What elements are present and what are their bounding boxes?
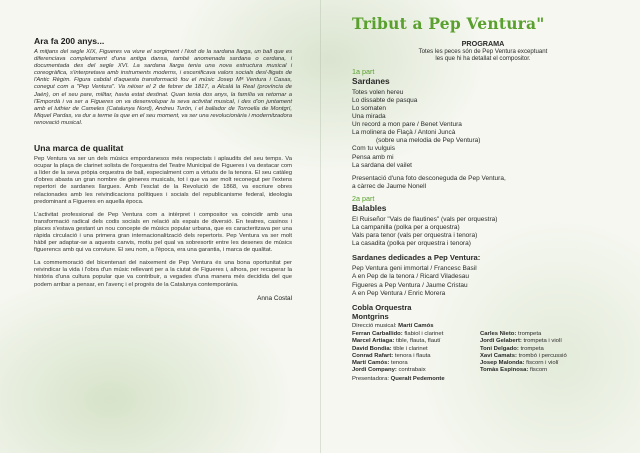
- musician-role: tenora: [389, 360, 408, 367]
- list-item: Vals para tenor (vals per orquestra i tenora): [352, 232, 478, 240]
- list-item: Lo dissabte de pasqua: [352, 96, 418, 104]
- presenter-label: Presentadora:: [352, 375, 390, 382]
- list-item: La sardana del vailet: [352, 161, 412, 169]
- quality-paragraph-3: La commemoració del bicentenari del naixement de Pep Ventura és una bona oportunitat per reivindicar la vida i l'obra d'un músic rellevant per a la ciutat de Figueres i, alhora, per recuperar la història d'una cultura popular que va contribuir, a vegades d'una manera més decidida del que podem arribar a pensar, en l'avenç i el progrés de la Catalunya contemporània.: [34, 260, 292, 288]
- list-item: Un record a mon pare / Benet Ventura: [352, 121, 462, 129]
- list-item: La molinera de Flaçà / Antoni Juncà: [352, 129, 456, 137]
- presenter-line: [352, 376, 614, 383]
- section-heading-marca-qualitat: Una marca de qualitat: [34, 143, 124, 154]
- page-fold: [320, 0, 321, 453]
- history-paragraph: A mitjans del segle XIX, Figueres va viure el sorgiment i l'èxit de la sardana llarga, un ball que es diferenciava completament d'una antiga dansa, també anomenada sardana o cerdana, i documentada des del segle XVI. La sardana llarga tenia una nova estructura musical i coreogràfica, s'interpretava amb instruments moderns, i escenificava valors socials desl·lligats de l'Antic Règim. Figura cabdal d'aquesta transformació fou el músic Josep Mª Ventura i Casas, conegut com a "Pep Ventura". Va néixer el 2 de febrer de 1817, a Alcalá la Real (província de Jaén), on el seu pare, militar, havia estat destinat. Quan tenia dos anys, la família va retornar a l'Empordà i va ser a Figueres on va desenvolupar la seva activitat musical, i des d'on juntament amb el luthier de Cameles (Catalunya Nord), Andreu Turón, i el ballador de Torroella de Montgrí, Miquel Pardas, va dur a terme la que en el seu moment, va ser una revolucionària i modernitzadora renovació musical.: [34, 49, 292, 126]
- part-heading-sardanes: Sardanes: [352, 75, 390, 86]
- director-line: [352, 323, 614, 330]
- list-item: Pep Ventura geni immortal / Francesc Basil: [352, 265, 477, 273]
- musician-role: fiscorn: [528, 367, 548, 374]
- musician-row: [480, 338, 610, 345]
- musician-name: Marcel Artiaga:: [352, 338, 395, 345]
- part-label: 2a part: [352, 193, 375, 203]
- cobla-heading: [352, 303, 614, 321]
- programa-heading: PROGRAMA: [461, 39, 505, 48]
- dedicated-list: [352, 265, 614, 297]
- musician-name: Martí Camós:: [352, 360, 390, 367]
- cobla-heading-line: Cobla Orquestra: [352, 302, 412, 312]
- photo-note: Presentació d'una foto desconeguda de Pep Ventura,: [352, 174, 506, 182]
- section-heading-200-anys: Ara fa 200 anys...: [34, 36, 105, 46]
- part-label: 1a part: [352, 66, 375, 76]
- list-item: Totes volen hereu: [352, 88, 404, 96]
- musician-role: trompeta i violí: [521, 338, 562, 345]
- musician-row: [480, 331, 610, 338]
- musician-name: Carles Nieto:: [480, 330, 517, 337]
- musician-row: [352, 338, 480, 345]
- musician-role: tible i clarinet: [391, 345, 428, 352]
- musician-row: [480, 360, 610, 367]
- intro-line: les que hi ha detallat el compositor.: [435, 55, 531, 63]
- list-item-note: (sobre una melodia de Pep Ventura): [376, 137, 481, 145]
- list-item: Lo somaten: [352, 105, 386, 112]
- musician-row: [352, 360, 480, 367]
- list-item: Figueres a Pep Ventura / Jaume Cristau: [352, 281, 468, 289]
- list-item: Com tu vulguis: [352, 145, 395, 153]
- quality-paragraph-2: L'activitat professional de Pep Ventura com a intèrpret i compositor va coincidir amb una transformació radical dels codis socials en relació als espais de diversió. En teatres, casinos i places s'estava gestant un nou concepte de músics popular urbana, que es caracteritzava per una ràpida circulació i una primera gran internacionalització dels repertoris. Pep Ventura va ser molt hàbil per adaptar-se a aquests canvis, motiu pel qual va sobresortir entre les desenes de músics figuerencs amb qui va conviure. El seu nom, a l'època, era una garantia, i marca de qualitat.: [34, 211, 292, 254]
- list-item: La campanilla (polka per a orquestra): [352, 224, 460, 232]
- list-item: A en Pep de la tenora / Ricard Viladesau: [352, 273, 469, 281]
- author-signature: Anna Costal: [257, 294, 292, 302]
- musician-role: fiscorn i violí: [524, 360, 559, 367]
- programa-intro: [352, 48, 614, 63]
- photo-note: a càrrec de Jaume Nonell: [352, 182, 427, 190]
- right-page: [352, 14, 614, 383]
- list-item: A en Pep Ventura / Enric Morera: [352, 289, 446, 297]
- balables-list: [352, 216, 614, 248]
- musician-row: [480, 353, 610, 360]
- presenter-name: Queralt Pedemonte: [390, 375, 445, 382]
- musician-row: [352, 346, 480, 353]
- list-item: La casadita (polka per orquestra i tenora): [352, 240, 471, 248]
- musician-name: Jordi Company:: [352, 367, 397, 374]
- musician-role: contrabaix: [396, 367, 426, 374]
- musician-row: [352, 331, 480, 338]
- sardanes-list: [352, 89, 614, 170]
- musicians-column-1: [352, 331, 480, 375]
- musician-role: tenora i flauta: [393, 352, 431, 359]
- musicians: [352, 331, 614, 375]
- intro-line: Totes les peces són de Pep Ventura exceptuant: [418, 48, 548, 55]
- left-page: [34, 36, 292, 302]
- musician-name: David Bondia:: [352, 345, 392, 352]
- musician-name: Xavi Camats:: [480, 352, 517, 359]
- musician-name: Conrad Rafart:: [352, 352, 394, 359]
- list-item: Pensa amb mi: [352, 153, 394, 161]
- musician-role: flabiol i clarinet: [402, 330, 444, 337]
- director-name: Martí Camós: [398, 322, 434, 329]
- musician-name: Tomàs Espinosa:: [480, 367, 529, 374]
- cobla-heading-line: Montgrins: [352, 311, 389, 321]
- musician-name: Jordi Gelabert:: [480, 338, 522, 345]
- musician-row: [480, 367, 610, 374]
- musician-row: [352, 353, 480, 360]
- page-title: Tribut a Pep Ventura": [352, 14, 545, 33]
- musician-name: Toni Delgado:: [480, 345, 519, 352]
- director-label: Direcció musical:: [352, 322, 397, 329]
- list-item: Una mirada: [352, 113, 386, 121]
- musician-role: trompeta: [516, 330, 542, 337]
- quality-paragraph-1: Pep Ventura va ser un dels músics empordanesos més respectats i aplaudits del seu temps. Va ocupar la plaça de clarinet solista de l'orquestra del Teatre Municipal de Figueres i va destacar com a líder de la seva pròpia orquestra de ball, especialment com a virtuós de la tenora. El seu catàleg d'obres abasta un gran nombre de gèneres musicals, tot i que va ser molt reconegut per l'extens repertori de sardanes llargues. Amb l'esclat de la Revolució de 1868, va escriure obres relacionades amb les reivindicacions polítiques i socials del republicanisme federal, ideologia predominant a Figueres en aquella època.: [34, 156, 292, 205]
- musician-name: Ferran Carballido:: [352, 330, 403, 337]
- musician-row: [352, 367, 480, 374]
- part-heading-balables: Balables: [352, 202, 387, 213]
- musician-row: [480, 346, 610, 353]
- musician-role: trompeta: [518, 345, 544, 352]
- musician-role: trombó i percussió: [517, 352, 567, 359]
- list-item: El Ruiseñor "Vals de flautines" (vals per orquestra): [352, 215, 498, 223]
- musician-name: Josep Malonda:: [480, 360, 525, 367]
- musician-role: tible, flauta, flautí: [394, 338, 441, 345]
- musicians-column-2: [480, 331, 610, 375]
- dedicated-heading: Sardanes dedicades a Pep Ventura:: [352, 253, 481, 263]
